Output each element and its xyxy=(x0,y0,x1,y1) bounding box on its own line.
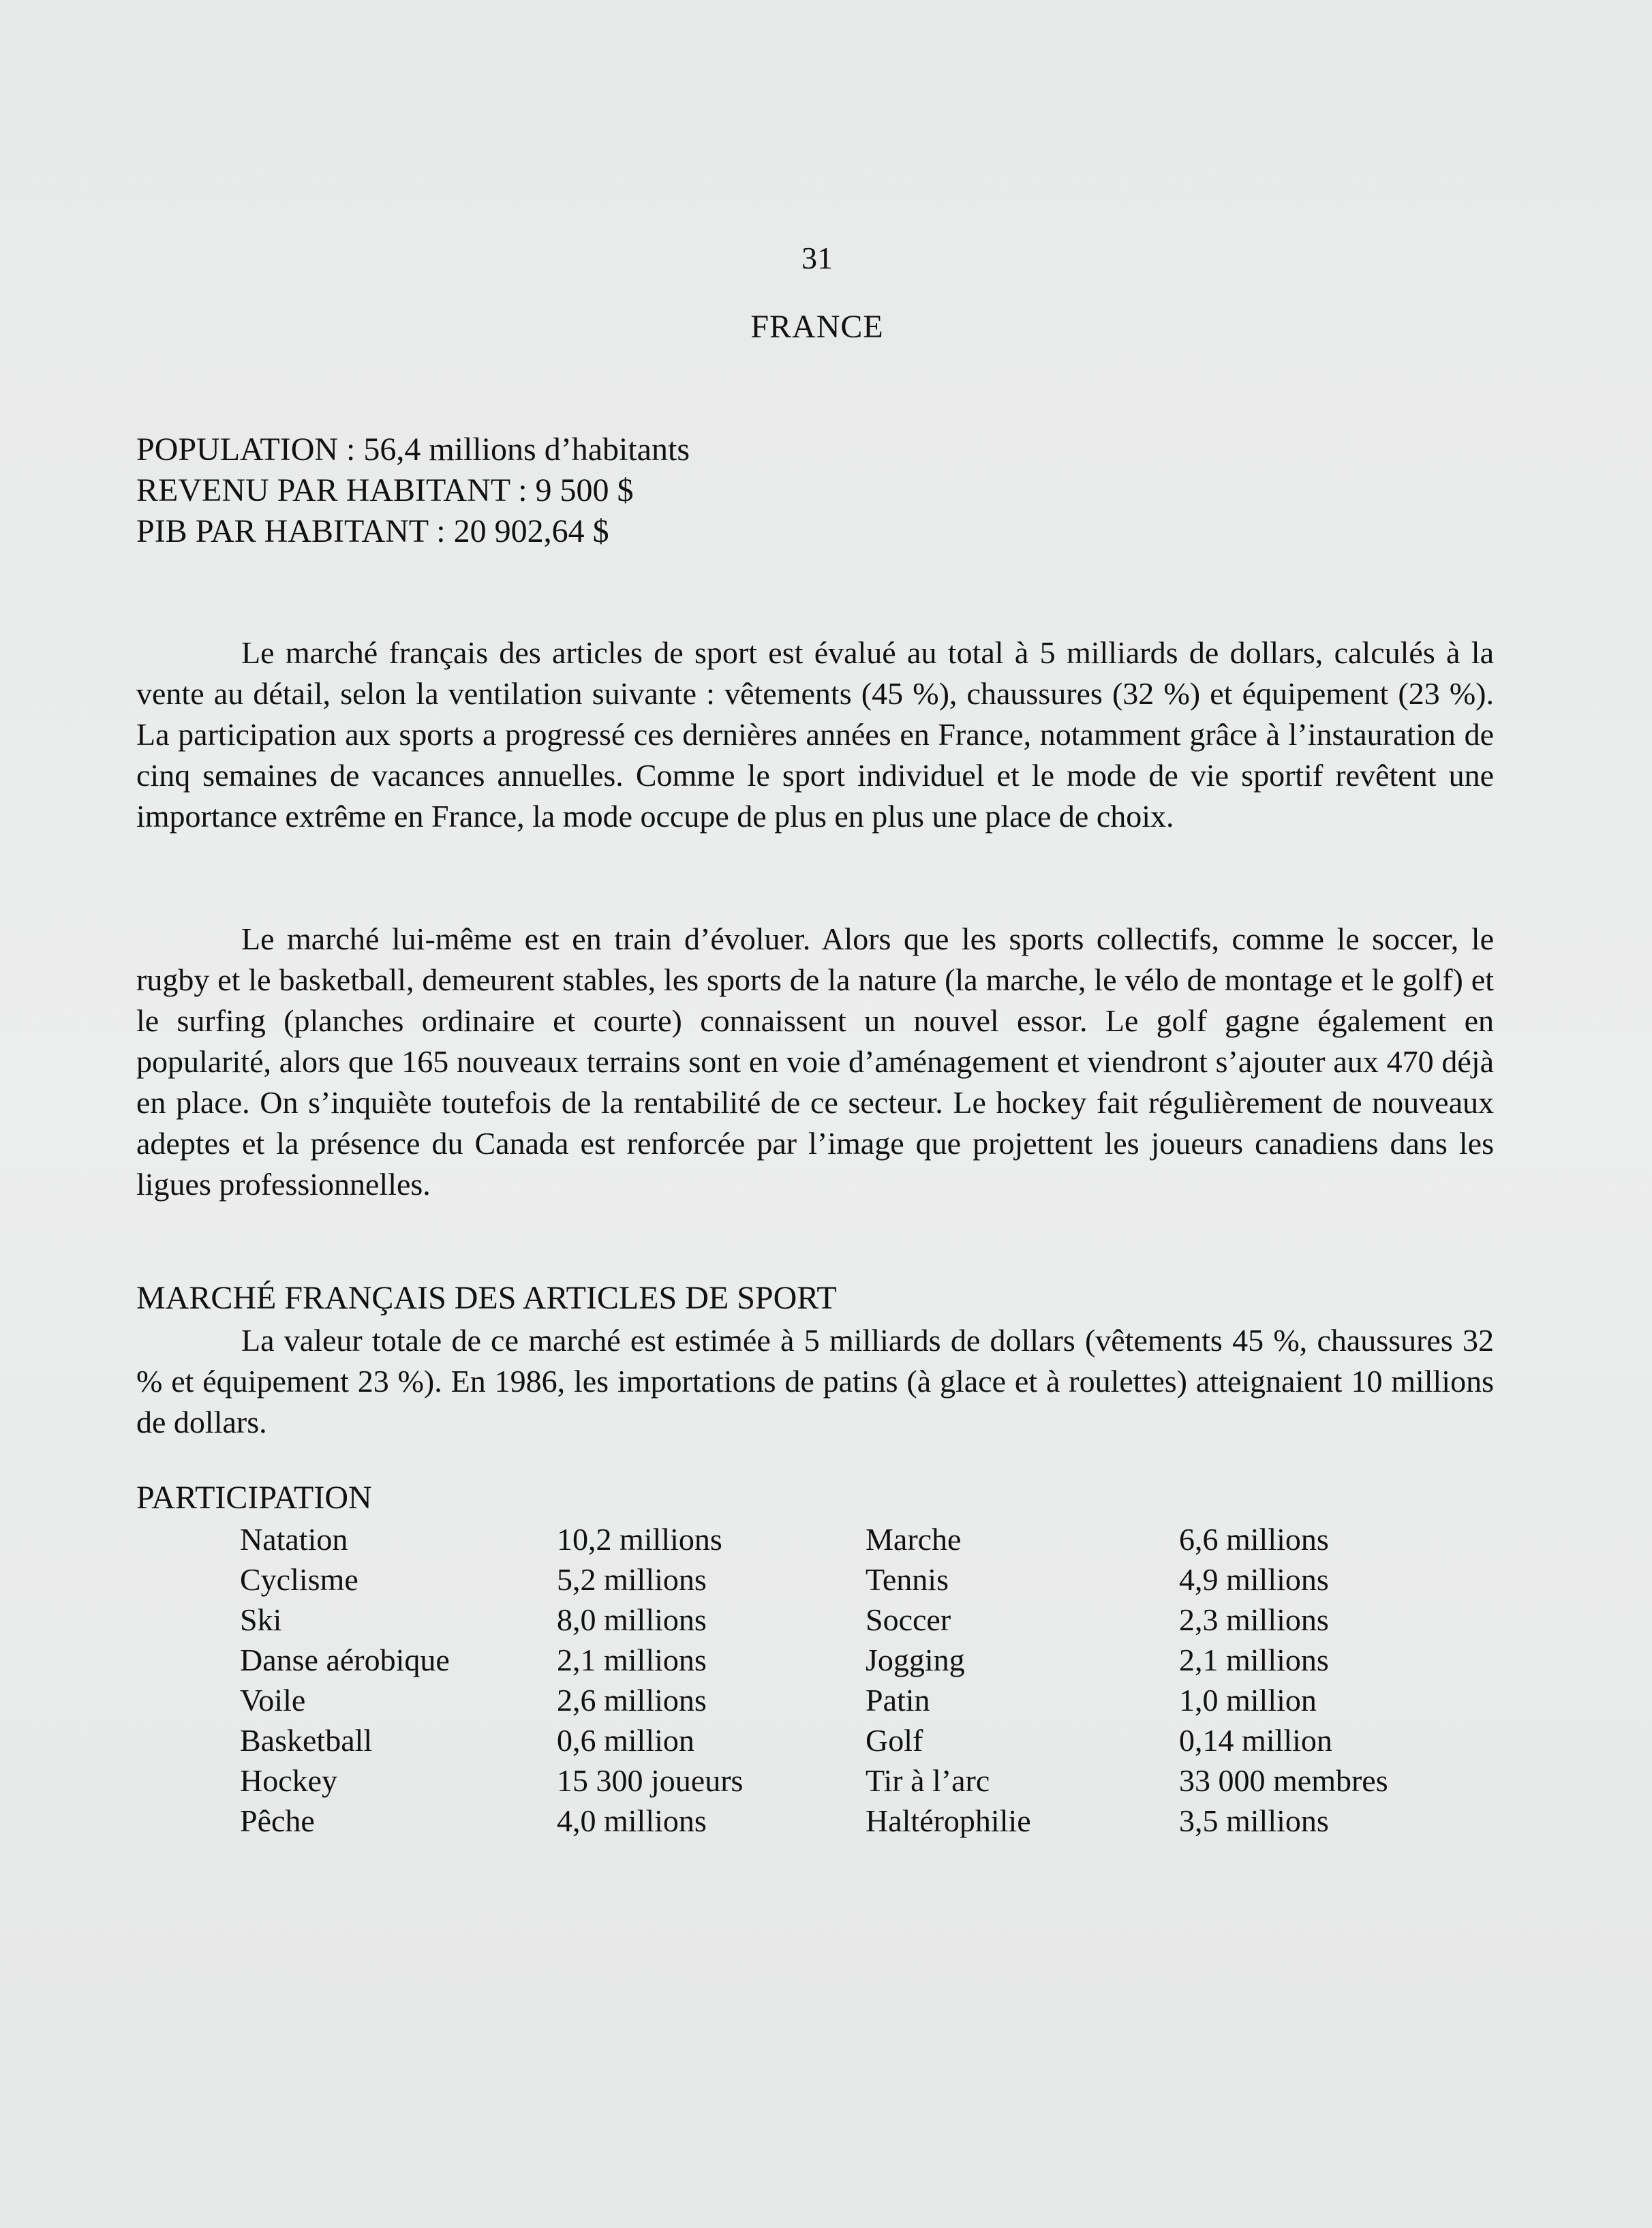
participation-value: 4,0 millions xyxy=(557,1803,707,1838)
table-row xyxy=(0,1680,1652,1720)
page-number: 31 xyxy=(801,241,833,275)
sport-name: Haltérophilie xyxy=(866,1803,1031,1838)
sport-name: Danse aérobique xyxy=(240,1643,450,1677)
participation-value: 5,2 millions xyxy=(557,1562,707,1597)
participation-value: 3,5 millions xyxy=(1179,1803,1329,1838)
table-row xyxy=(0,1559,1652,1600)
participation-value: 15 300 joueurs xyxy=(557,1763,744,1798)
table-row xyxy=(0,1600,1652,1640)
gdp-per-capita-stat: PIB PAR HABITANT : 20 902,64 $ xyxy=(136,513,609,549)
market-evolution-paragraph: Le marché lui-même est en train d’évoluer. Alors que les sports collectifs, comme le soccer, le rugby et le basketball, demeurent stables, les sports de la nature (la marche, le vélo de montage et le golf) et le surfing (planches ordinaire et courte) connaissent un nouvel essor. Le golf gagne également en popularité, alors que 165 nouveaux terrains sont en voie d’aménagement et viendront s’ajouter aux 470 déjà en place. On s’inquiète toutefois de la rentabilité de ce secteur. Le hockey fait régulièrement de nouveaux adeptes et la présence du Canada est renforcée par l’image que projettent les joueurs canadiens dans les ligues professionnelles. xyxy=(136,921,1494,1202)
page-title: FRANCE xyxy=(750,309,884,345)
sport-name: Soccer xyxy=(866,1602,951,1637)
sport-name: Cyclisme xyxy=(240,1562,358,1597)
participation-value: 1,0 million xyxy=(1179,1683,1317,1718)
sport-name: Natation xyxy=(240,1522,348,1557)
population-stat: POPULATION : 56,4 millions d’habitants xyxy=(136,431,690,468)
sport-name: Golf xyxy=(866,1723,923,1758)
market-value-paragraph: La valeur totale de ce marché est estimée à 5 milliards de dollars (vêtements 45 %, chaussures 32 % et équipement 23 %). En 1986, les importations de patins (à glace et à roulettes) atteignaient 10 millions de dollars. xyxy=(136,1323,1494,1439)
table-row xyxy=(0,1760,1652,1801)
participation-value: 4,9 millions xyxy=(1179,1562,1329,1597)
sport-name: Tennis xyxy=(866,1562,949,1597)
sport-name: Pêche xyxy=(240,1803,315,1838)
section-heading: MARCHÉ FRANÇAIS DES ARTICLES DE SPORT xyxy=(136,1280,837,1316)
participation-value: 0,6 million xyxy=(557,1723,694,1758)
participation-heading: PARTICIPATION xyxy=(136,1480,372,1516)
table-row xyxy=(0,1720,1652,1760)
sport-name: Jogging xyxy=(866,1643,965,1677)
table-row xyxy=(0,1640,1652,1680)
sport-name: Hockey xyxy=(240,1763,338,1798)
participation-value: 6,6 millions xyxy=(1179,1522,1329,1557)
sport-name: Ski xyxy=(240,1602,282,1637)
participation-table xyxy=(0,1519,1652,1841)
income-per-capita-stat: REVENU PAR HABITANT : 9 500 $ xyxy=(136,472,634,508)
country-stats xyxy=(136,429,690,552)
sport-name: Voile xyxy=(240,1683,306,1718)
participation-value: 2,3 millions xyxy=(1179,1602,1329,1637)
participation-value: 8,0 millions xyxy=(557,1602,707,1637)
sport-name: Tir à l’arc xyxy=(866,1763,990,1798)
participation-value: 0,14 million xyxy=(1179,1723,1332,1758)
market-overview-paragraph: Le marché français des articles de sport est évalué au total à 5 milliards de dollars, calculés à la vente au détail, selon la ventilation suivante : vêtements (45 %), chaussures (32 %) et équipement (23 %). La participation aux sports a progressé ces dernières années en France, notamment grâce à l’instauration de cinq semaines de vacances annuelles. Comme le sport individuel et le mode de vie sportif revêtent une importance extrême en France, la mode occupe de plus en plus une place de choix. xyxy=(136,635,1494,834)
table-row xyxy=(0,1801,1652,1841)
participation-value: 2,6 millions xyxy=(557,1683,707,1718)
table-row xyxy=(0,1519,1652,1559)
participation-value: 10,2 millions xyxy=(557,1522,722,1557)
sport-name: Marche xyxy=(866,1522,962,1557)
sport-name: Basketball xyxy=(240,1723,373,1758)
participation-value: 33 000 membres xyxy=(1179,1763,1388,1798)
participation-value: 2,1 millions xyxy=(557,1643,707,1677)
sport-name: Patin xyxy=(866,1683,930,1718)
participation-value: 2,1 millions xyxy=(1179,1643,1329,1677)
